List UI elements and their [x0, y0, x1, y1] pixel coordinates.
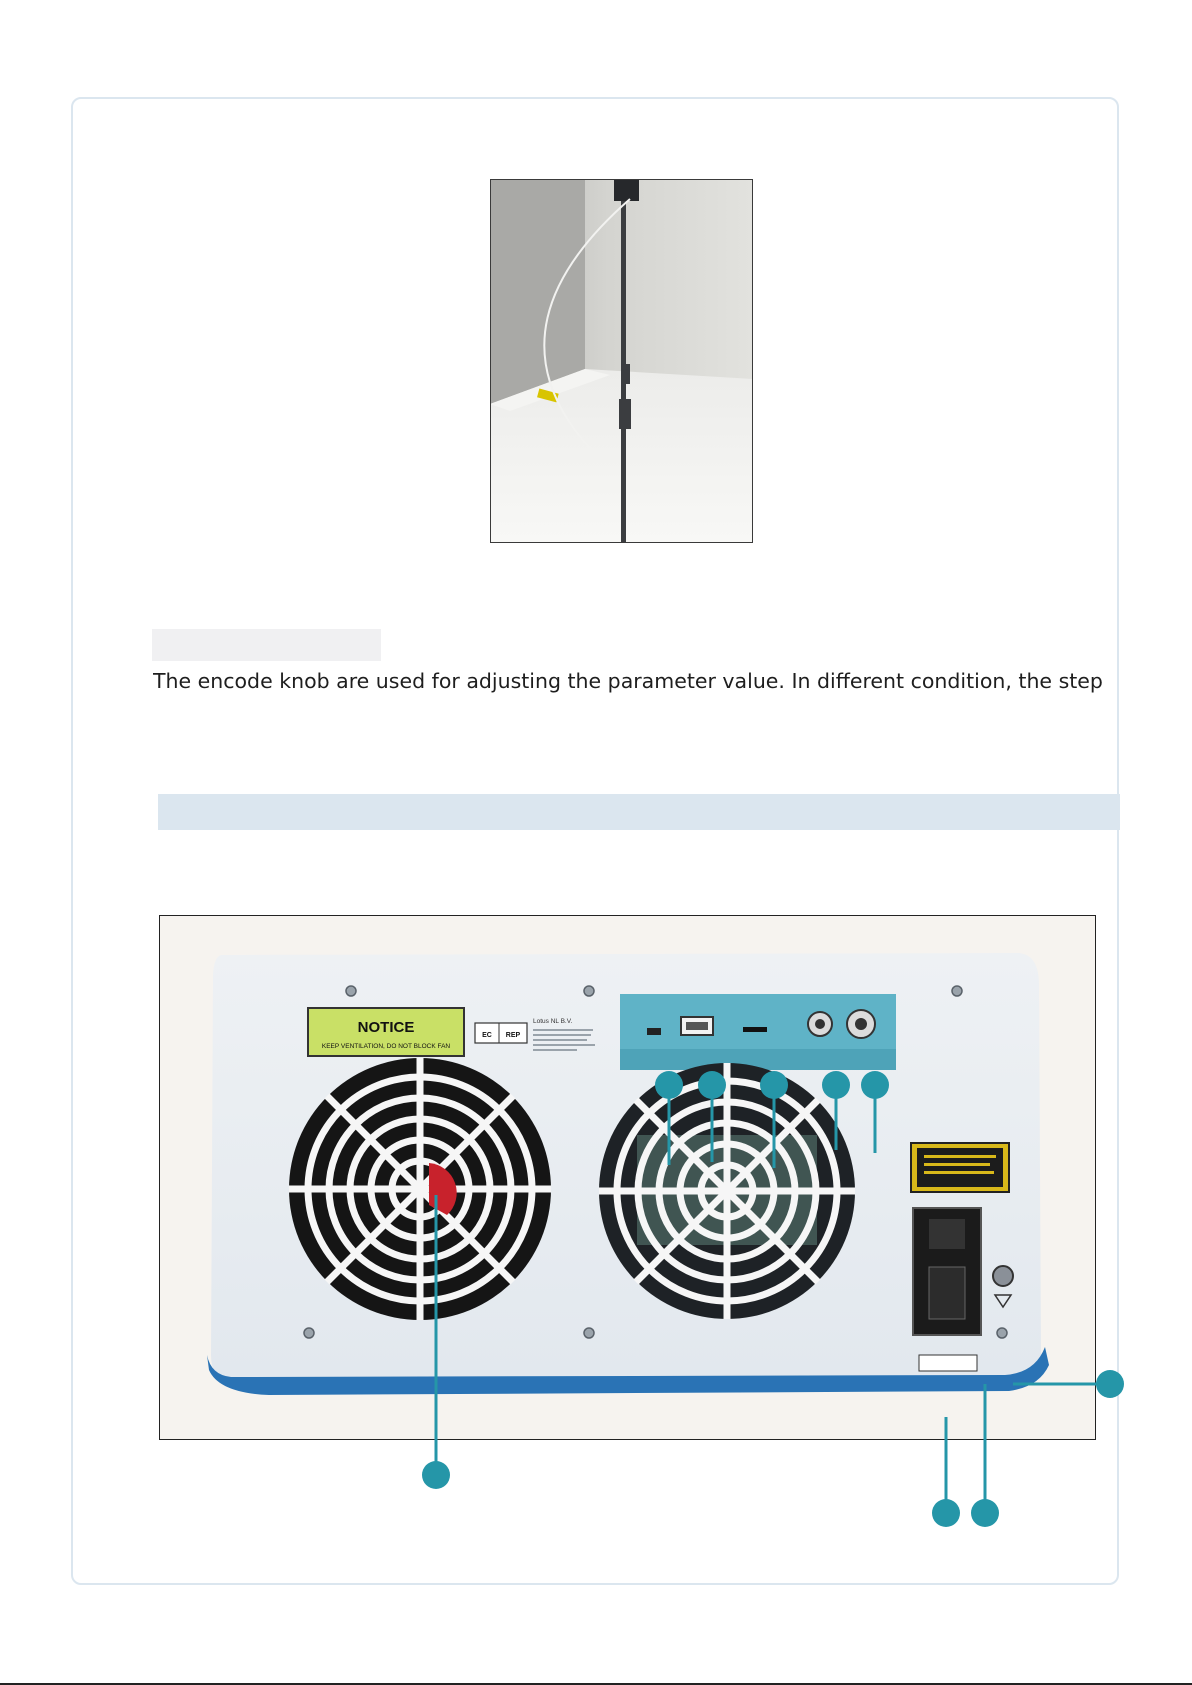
section-heading [152, 629, 381, 661]
notice-title: NOTICE [357, 1019, 415, 1036]
stand-photo [490, 179, 753, 543]
notice-label [308, 1008, 464, 1056]
notice-text: KEEP VENTILATION, DO NOT BLOCK FAN [321, 1043, 451, 1050]
company-name: Lotus NL B.V. [533, 1018, 573, 1025]
left-fan [289, 1058, 551, 1320]
ec-label: EC [482, 1032, 492, 1039]
rep-label: REP [505, 1032, 521, 1039]
body-paragraph: The encode knob are used for adjusting the parameter value. In different condition, the step [153, 669, 1103, 693]
connector-panel [620, 994, 896, 1070]
right-fan [599, 1063, 855, 1319]
ec-rep-label [475, 1023, 527, 1043]
rear-panel-photo [159, 915, 1096, 1440]
section-title-bar [158, 794, 1120, 830]
